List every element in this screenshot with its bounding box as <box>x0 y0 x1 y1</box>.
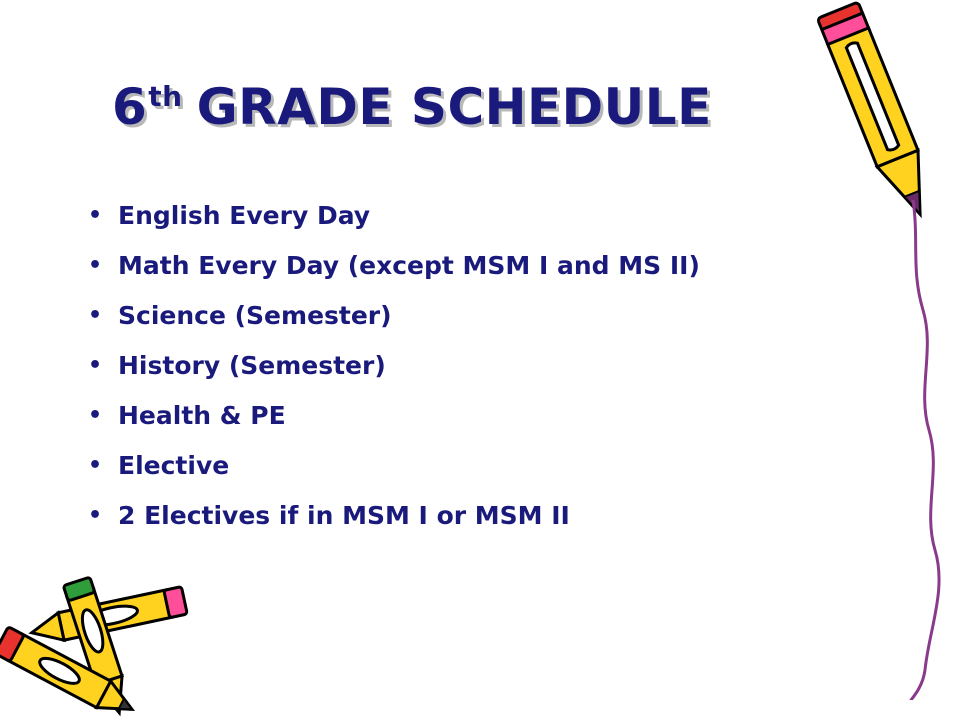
bullet-dot: • <box>88 303 103 328</box>
bullet-dot: • <box>88 503 103 528</box>
list-item: • History (Semester) <box>84 346 824 385</box>
title-text: GRADE SCHEDULE <box>196 78 712 136</box>
squiggle-line-icon <box>905 200 955 700</box>
bullet-dot: • <box>88 253 103 278</box>
pencil-icon <box>800 0 960 230</box>
list-item: • Math Every Day (except MSM I and MS II) <box>84 246 824 285</box>
bullet-dot: • <box>88 453 103 478</box>
title-number: 6 <box>112 78 148 136</box>
list-item: • Health & PE <box>84 396 824 435</box>
list-item: • English Every Day <box>84 196 824 235</box>
bullet-dot: • <box>88 353 103 378</box>
bullet-dot: • <box>88 203 103 228</box>
bullet-list <box>84 196 824 546</box>
list-item: • Science (Semester) <box>84 296 824 335</box>
list-item: • Elective <box>84 446 824 485</box>
list-item: • 2 Electives if in MSM I or MSM II <box>84 496 824 535</box>
title-superscript: th <box>148 80 183 113</box>
slide-title <box>112 78 812 136</box>
bullet-dot: • <box>88 403 103 428</box>
pencils-icon <box>0 570 200 720</box>
